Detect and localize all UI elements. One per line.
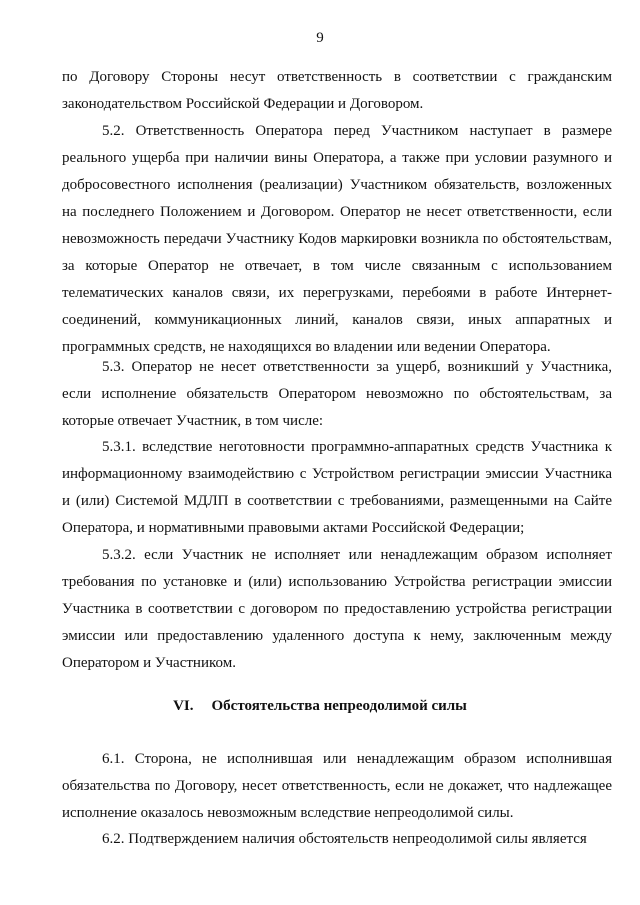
section-heading [0,698,640,715]
paragraph-5-3-1: 5.3.1. вследствие неготовности программно-аппаратных средств Участника к информационному взаимодействию с Устройством регистрации эмиссии Участника и (или) Системой МДЛП в соответствии с требованиями, размещенными на Сайте Оператора, и нормативными правовыми актами Российской Федерации; [62,439,612,536]
section-title: Обстоятельства непреодолимой силы [211,698,467,714]
page-number: 9 [316,30,324,46]
paragraph-5-3-2: 5.3.2. если Участник не исполняет или ненадлежащим образом исполняет требования по установке и (или) использованию Устройства регистрации эмиссии Участника в соответствии с договором по предоставлению устройства регистрации эмиссии или предоставлению удаленного доступа к нему, заключенным между Оператором и Участником. [62,547,612,671]
paragraph-6-1: 6.1. Сторона, не исполнившая или ненадлежащим образом исполнившая обязательства по Договору, несет ответственность, если не докажет, что надлежащее исполнение оказалось невозможным вследствие непреодолимой силы. [62,751,612,821]
paragraph-5-2: 5.2. Ответственность Оператора перед Участником наступает в размере реального ущерба при наличии вины Оператора, а также при условии разумного и добросовестного исполнения (реализации) Участником обязательств, возложенных на последнего Положением и Договором. Оператор не несет ответственности, если невозможность передачи Участнику Кодов маркировки возникла по обстоятельствам, за которые Оператор не отвечает, в том числе связанным с использованием телематических каналов связи, их перегрузками, перебоями в работе Интернет-соединений, коммуникационных линий, каналов связи, иных аппаратных и программных средств, не находящихся во владении или ведении Оператора. [62,123,612,355]
section-number: VI. [173,698,194,714]
paragraph-5-3: 5.3. Оператор не несет ответственности за ущерб, возникший у Участника, если исполнение обязательств Оператором невозможно по обстоятельствам, за которые отвечает Участник, в том числе: [62,359,612,429]
paragraph-continuation: по Договору Стороны несут ответственность в соответствии с гражданским законодательством Российской Федерации и Договором. [62,69,612,112]
paragraph-6-2: 6.2. Подтверждением наличия обстоятельств непреодолимой силы является [102,831,587,847]
